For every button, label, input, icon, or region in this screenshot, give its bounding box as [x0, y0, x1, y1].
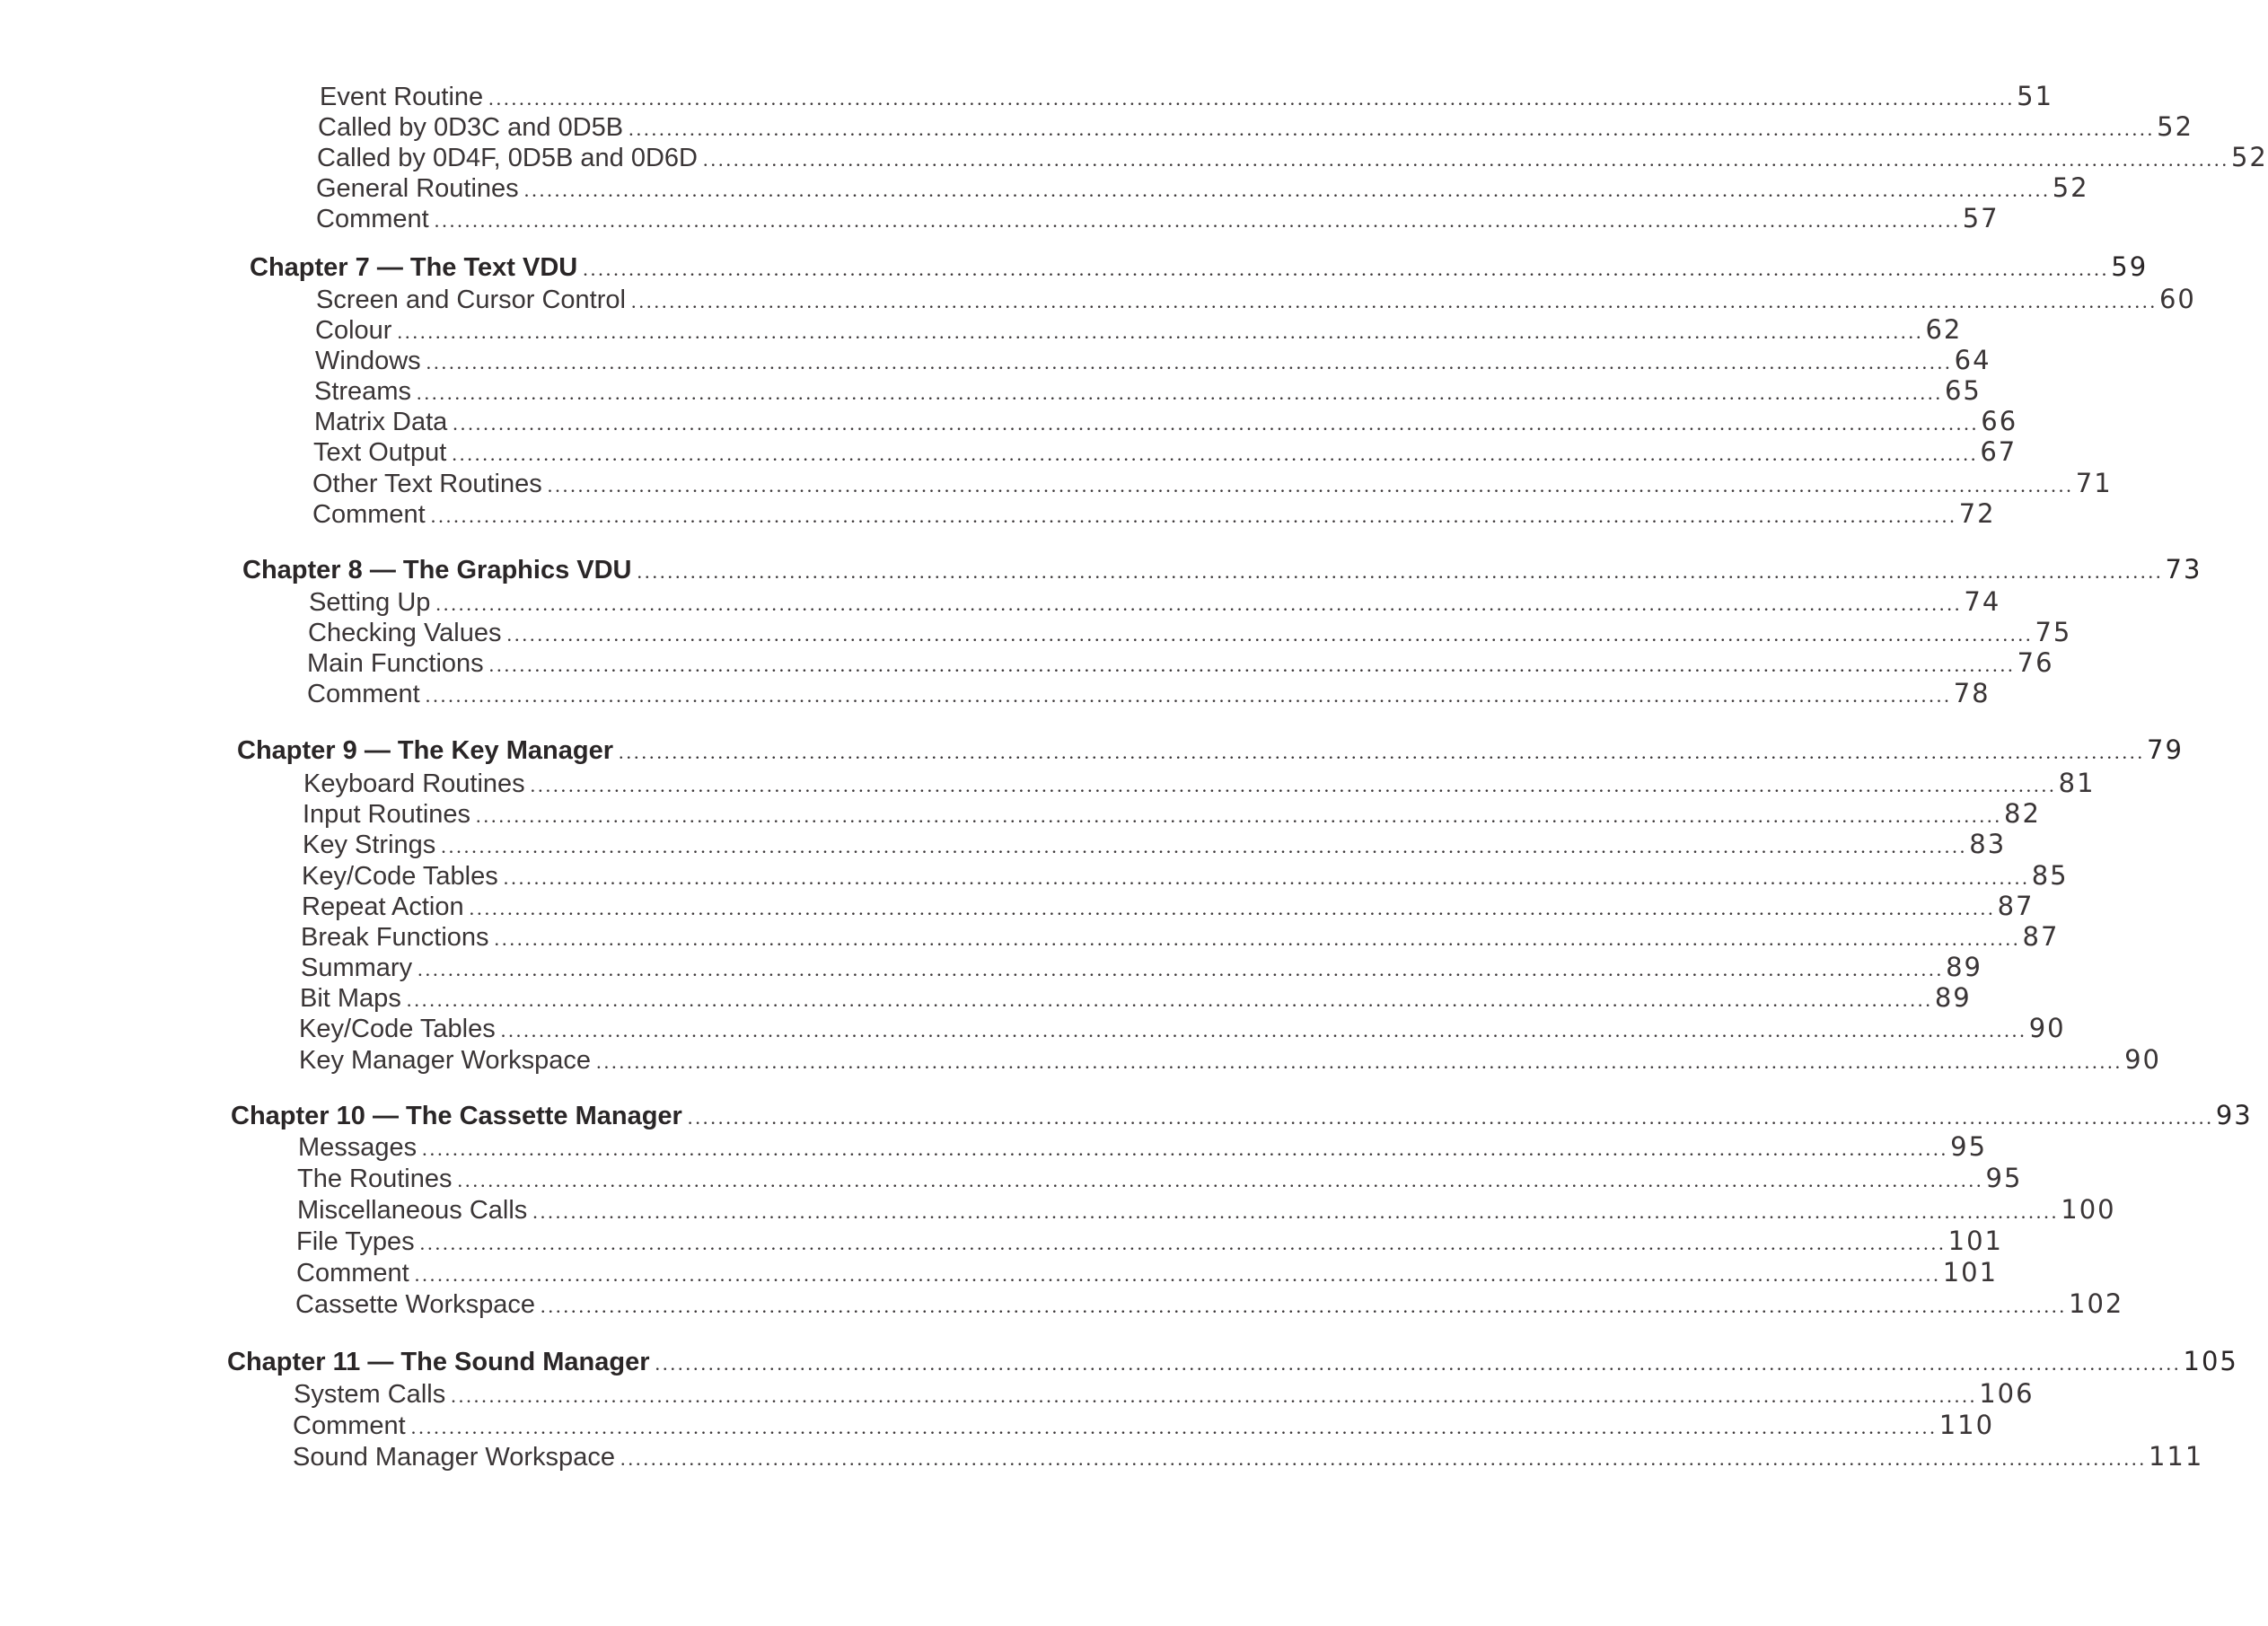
toc-entry: [302, 891, 2035, 924]
leader-dots: ........................................................................................................................................................................................................: [452, 443, 1979, 465]
toc-entry-label: Screen and Cursor Control: [316, 286, 626, 314]
leader-dots: ........................................................................................................................................................................................................: [453, 412, 1980, 435]
toc-entry-page: 95: [1985, 1163, 2023, 1193]
toc-entry-label: Input Routines: [303, 800, 471, 829]
toc-entry-label: Comment: [312, 500, 426, 529]
toc-entry: [297, 1163, 2023, 1196]
toc-entry-label: Comment: [293, 1411, 406, 1440]
toc-entry-label: Main Functions: [307, 649, 484, 678]
leader-dots: ........................................................................................................................................................................................................: [637, 560, 2164, 583]
toc-entry: [301, 952, 1982, 985]
leader-dots: ........................................................................................................................................................................................................: [494, 927, 2021, 950]
toc-entry-label: Colour: [315, 316, 392, 345]
leader-dots: ........................................................................................................................................................................................................: [530, 774, 2057, 796]
toc-entry-label: Checking Values: [308, 619, 502, 647]
chapter-title: Chapter 11 — The Sound Manager: [227, 1348, 650, 1376]
leader-dots: ........................................................................................................................................................................................................: [414, 1263, 1941, 1286]
chapter-heading: [237, 734, 2184, 768]
leader-dots: ........................................................................................................................................................................................................: [476, 804, 2003, 827]
toc-entry: [309, 586, 2001, 620]
toc-entry: [296, 1257, 1999, 1290]
leader-dots: ........................................................................................................................................................................................................: [441, 835, 1968, 857]
toc-entry-page: 75: [2035, 617, 2072, 647]
toc-entry-label: Key Strings: [303, 831, 436, 859]
toc-entry-label: Comment: [307, 680, 420, 708]
chapter-title: Chapter 9 — The Key Manager: [237, 736, 613, 765]
toc-entry: [303, 829, 2007, 862]
toc-entry-label: Event Routine: [320, 83, 484, 111]
leader-dots: ........................................................................................................................................................................................................: [583, 258, 2110, 280]
toc-entry-page: 72: [1958, 498, 1996, 529]
chapter-heading: [227, 1346, 2238, 1379]
toc-entry-page: 62: [1925, 314, 1963, 345]
toc-entry-label: Setting Up: [309, 588, 431, 617]
leader-dots: ........................................................................................................................................................................................................: [416, 382, 1943, 404]
leader-dots: ........................................................................................................................................................................................................: [488, 87, 2016, 110]
toc-entry: [308, 617, 2072, 650]
toc-entry-page: 64: [1954, 345, 1991, 375]
chapter-page: 79: [2147, 734, 2184, 765]
toc-entry-page: 83: [1969, 829, 2007, 859]
toc-entry: [315, 314, 1963, 347]
toc-entry: [298, 1131, 1988, 1165]
leader-dots: ........................................................................................................................................................................................................: [422, 1138, 1949, 1160]
toc-entry-label: Sound Manager Workspace: [293, 1443, 615, 1472]
toc-entry-page: 101: [1947, 1226, 2003, 1256]
leader-dots: ........................................................................................................................................................................................................: [451, 1384, 1978, 1407]
leader-dots: ........................................................................................................................................................................................................: [457, 1169, 1984, 1191]
chapter-page: 59: [2111, 251, 2149, 282]
leader-dots: ........................................................................................................................................................................................................: [532, 1200, 2060, 1223]
toc-entry: [312, 498, 1996, 532]
toc-entry-page: 85: [2031, 860, 2069, 891]
leader-dots: ........................................................................................................................................................................................................: [430, 505, 1957, 527]
toc-entry-label: Streams: [314, 377, 411, 406]
leader-dots: ........................................................................................................................................................................................................: [418, 958, 1945, 980]
toc-entry-label: Matrix Data: [314, 408, 448, 436]
toc-entry: [300, 982, 1972, 1015]
toc-entry: [316, 203, 2000, 236]
toc-entry-page: 51: [2017, 81, 2054, 111]
toc-entry: [293, 1441, 2204, 1474]
toc-entry-label: Break Functions: [301, 923, 489, 952]
toc-entry: [297, 1194, 2116, 1227]
toc-entry-page: 102: [2069, 1288, 2124, 1319]
toc-entry-page: 60: [2158, 284, 2196, 314]
toc-entry-page: 101: [1942, 1257, 1999, 1288]
toc-entry-label: Summary: [301, 954, 413, 982]
toc-entry-page: 74: [1964, 586, 2001, 617]
leader-dots: ........................................................................................................................................................................................................: [435, 593, 1963, 615]
toc-entry-label: Comment: [316, 205, 429, 233]
toc-entry-page: 76: [2017, 647, 2054, 678]
leader-dots: ........................................................................................................................................................................................................: [687, 1106, 2214, 1129]
leader-dots: ........................................................................................................................................................................................................: [434, 209, 1961, 232]
leader-dots: ........................................................................................................................................................................................................: [488, 654, 2016, 676]
toc-entry: [317, 142, 2268, 175]
toc-entry-label: Key/Code Tables: [299, 1015, 496, 1043]
leader-dots: ........................................................................................................................................................................................................: [541, 1295, 2068, 1317]
toc-entry: [314, 375, 1982, 409]
toc-entry-page: 67: [1980, 436, 2017, 467]
toc-entry-label: Cassette Workspace: [295, 1290, 536, 1319]
toc-entry: [301, 921, 2060, 954]
toc-entry: [294, 1378, 2035, 1411]
chapter-title: Chapter 7 — The Text VDU: [250, 253, 578, 282]
toc-entry-page: 52: [2157, 111, 2194, 142]
leader-dots: ........................................................................................................................................................................................................: [500, 1019, 2027, 1042]
toc-entry: [307, 647, 2054, 681]
toc-entry-page: 90: [2028, 1013, 2066, 1043]
toc-entry: [307, 678, 1991, 711]
leader-dots: ........................................................................................................................................................................................................: [629, 118, 2156, 140]
chapter-title: Chapter 8 — The Graphics VDU: [242, 556, 632, 584]
leader-dots: ........................................................................................................................................................................................................: [596, 1050, 2123, 1073]
chapter-page: 93: [2215, 1100, 2253, 1130]
leader-dots: ........................................................................................................................................................................................................: [630, 290, 2158, 312]
toc-entry-page: 100: [2061, 1194, 2116, 1225]
toc-entry-page: 87: [2022, 921, 2060, 952]
toc-entry: [316, 172, 2089, 206]
toc-entry-label: Called by 0D3C and 0D5B: [318, 113, 624, 142]
toc-entry-label: Text Output: [313, 438, 447, 467]
leader-dots: ........................................................................................................................................................................................................: [503, 866, 2030, 889]
toc-entry-label: Called by 0D4F, 0D5B and 0D6D: [317, 144, 698, 172]
toc-entry-label: File Types: [296, 1227, 415, 1256]
leader-dots: ........................................................................................................................................................................................................: [469, 897, 1996, 919]
toc-entry-label: Keyboard Routines: [303, 769, 525, 798]
toc-entry-label: The Routines: [297, 1165, 453, 1193]
toc-entry-page: 111: [2148, 1441, 2204, 1472]
leader-dots: ........................................................................................................................................................................................................: [619, 741, 2145, 763]
leader-dots: ........................................................................................................................................................................................................: [506, 623, 2034, 646]
toc-entry-label: Miscellaneous Calls: [297, 1196, 528, 1225]
toc-entry-page: 65: [1944, 375, 1982, 406]
leader-dots: ........................................................................................................................................................................................................: [419, 1232, 1947, 1254]
leader-dots: ........................................................................................................................................................................................................: [425, 684, 1952, 707]
toc-entry-page: 106: [1979, 1378, 2035, 1409]
toc-entry-label: System Calls: [294, 1380, 446, 1409]
toc-entry: [315, 345, 1991, 378]
chapter-heading: [250, 251, 2149, 285]
toc-entry-label: Bit Maps: [300, 984, 401, 1013]
toc-entry: [303, 768, 2096, 801]
toc-entry-page: 89: [1946, 952, 1982, 982]
toc-entry: [295, 1288, 2124, 1322]
toc-entry-page: 52: [2230, 142, 2268, 172]
toc-entry-page: 110: [1938, 1410, 1995, 1440]
toc-entry: [318, 111, 2194, 145]
toc-entry-label: Key/Code Tables: [302, 862, 498, 891]
toc-entry: [314, 406, 2018, 439]
leader-dots: ........................................................................................................................................................................................................: [397, 321, 1924, 343]
chapter-heading: [231, 1100, 2253, 1133]
toc-entry-page: 82: [2004, 798, 2041, 829]
toc-entry-page: 66: [1981, 406, 2018, 436]
toc-entry: [303, 798, 2041, 831]
toc-entry-page: 52: [2052, 172, 2089, 203]
toc-entry: [293, 1410, 1995, 1443]
toc-entry-page: 95: [1950, 1131, 1988, 1162]
toc-entry: [296, 1226, 2003, 1259]
toc-entry-label: Comment: [296, 1259, 409, 1288]
toc-entry-page: 78: [1953, 678, 1991, 708]
chapter-page: 73: [2165, 554, 2202, 584]
toc-entry: [313, 436, 2017, 470]
toc-entry-page: 57: [1962, 203, 2000, 233]
toc-entry-label: Windows: [315, 347, 421, 375]
toc-entry-page: 89: [1934, 982, 1972, 1013]
toc-entry: [299, 1044, 2161, 1077]
toc-entry: [299, 1013, 2066, 1046]
toc-entry-page: 81: [2058, 768, 2096, 798]
leader-dots: ........................................................................................................................................................................................................: [410, 1416, 1938, 1438]
toc-entry-label: Other Text Routines: [312, 470, 542, 498]
chapter-title: Chapter 10 — The Cassette Manager: [231, 1102, 682, 1130]
toc-entry-label: Key Manager Workspace: [299, 1046, 592, 1075]
toc-entry-page: 87: [1997, 891, 2035, 921]
leader-dots: ........................................................................................................................................................................................................: [406, 989, 1933, 1011]
leader-dots: ........................................................................................................................................................................................................: [547, 474, 2074, 497]
toc-entry-page: 71: [2075, 468, 2113, 498]
toc-entry: [312, 468, 2113, 501]
toc-entry-label: Messages: [298, 1133, 418, 1162]
leader-dots: ........................................................................................................................................................................................................: [426, 351, 1953, 374]
chapter-heading: [242, 554, 2202, 587]
toc-entry: [302, 860, 2069, 893]
toc-entry-label: General Routines: [316, 174, 519, 203]
toc-entry-label: Repeat Action: [302, 892, 464, 921]
toc-entry-page: 90: [2124, 1044, 2161, 1075]
leader-dots: ........................................................................................................................................................................................................: [620, 1447, 2147, 1470]
leader-dots: ........................................................................................................................................................................................................: [655, 1352, 2182, 1375]
leader-dots: ........................................................................................................................................................................................................: [523, 179, 2051, 201]
toc-entry: [316, 284, 2196, 317]
chapter-page: 105: [2183, 1346, 2238, 1376]
toc-entry: [320, 81, 2054, 114]
leader-dots: ........................................................................................................................................................................................................: [702, 148, 2229, 171]
